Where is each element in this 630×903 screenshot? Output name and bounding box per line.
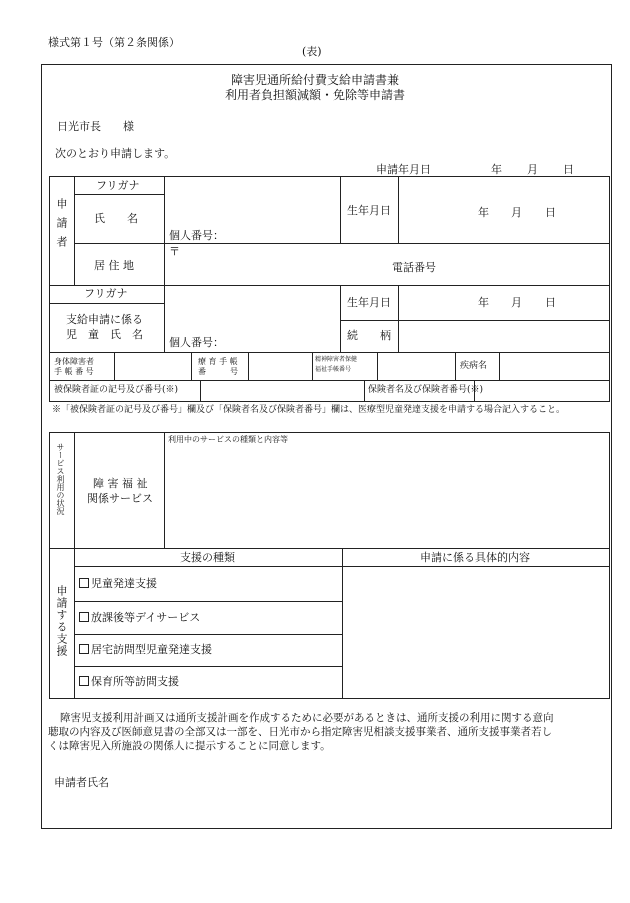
applicant-birth-day: 日 xyxy=(545,206,556,219)
rule xyxy=(74,601,342,602)
applicant-birth-date-label: 生年月日 xyxy=(347,204,391,217)
rule xyxy=(499,352,500,380)
rule xyxy=(49,176,50,402)
child-birth-date-label: 生年月日 xyxy=(347,296,391,309)
ryouiku-handbook-label-line2: 番 号 xyxy=(198,367,238,376)
child-furigana-label: フリガナ xyxy=(84,287,128,300)
rule xyxy=(340,176,341,243)
rule xyxy=(200,380,201,401)
checkbox-icon[interactable] xyxy=(79,578,89,588)
rule xyxy=(49,698,610,699)
rule xyxy=(49,432,610,433)
services-category-line2: 関係サービス xyxy=(87,492,153,505)
title-line1: 障害児通所給付費支給申請書兼 xyxy=(230,73,399,87)
rule xyxy=(312,352,313,380)
rule xyxy=(49,352,610,353)
applicant-furigana-label: フリガナ xyxy=(96,179,140,192)
applicant-name-label: 氏 名 xyxy=(94,212,138,225)
rule xyxy=(49,303,164,304)
applicant-address-label: 居 住 地 xyxy=(94,259,134,272)
mental-handbook-label-line1: 精神障害者保健 xyxy=(315,356,358,363)
support-option-label: 放課後等デイサービス xyxy=(91,611,201,624)
ryouiku-handbook-label-line1: 療 育 手 帳 xyxy=(198,357,238,366)
support-option-2[interactable] xyxy=(79,612,200,623)
applicant-birth-year: 年 xyxy=(478,206,489,219)
side-label: (表) xyxy=(302,45,322,58)
child-birth-month: 月 xyxy=(511,296,522,309)
support-option-label: 居宅訪問型児童発達支援 xyxy=(91,643,212,656)
rule xyxy=(49,432,50,699)
rule xyxy=(340,320,610,321)
support-option-label: 保育所等訪問支援 xyxy=(91,675,179,688)
rule xyxy=(340,285,341,352)
rule xyxy=(49,285,610,286)
rule xyxy=(74,634,342,635)
mental-handbook-label-line2: 福祉手帳番号 xyxy=(315,366,352,373)
rule xyxy=(74,176,75,285)
support-option-3[interactable] xyxy=(79,644,212,655)
support-section-label: 申請する支援 xyxy=(55,585,68,657)
addressee: 日光市長 様 xyxy=(57,120,134,133)
applicant-section-label: 申請者 xyxy=(55,198,68,255)
rule xyxy=(398,285,399,352)
services-category-line1: 障 害 福 祉 xyxy=(93,477,148,490)
application-date-day: 日 xyxy=(563,163,574,176)
rule xyxy=(609,176,610,402)
rule xyxy=(49,176,610,177)
child-personal-number-label: 個人番号： xyxy=(169,336,224,349)
rule xyxy=(364,380,365,401)
disease-label: 疾病名 xyxy=(460,361,488,371)
support-option-label: 児童発達支援 xyxy=(91,577,157,590)
rule xyxy=(609,432,610,699)
rule xyxy=(74,432,75,699)
insurer-label: 保険者名及び保険者番号(※) xyxy=(368,385,484,395)
applicant-personal-number-label: 個人番号： xyxy=(169,229,224,242)
applicant-birth-month: 月 xyxy=(511,206,522,219)
support-option-1[interactable] xyxy=(79,578,157,589)
postal-mark: 〒 xyxy=(169,245,180,258)
services-section-label: サービス利用の状況 xyxy=(56,443,65,515)
form-number: 様式第１号（第２条関係） xyxy=(48,36,180,49)
rule xyxy=(114,352,115,380)
physical-handbook-label-line1: 身体障害者 xyxy=(54,357,94,366)
rule xyxy=(377,352,378,380)
child-birth-day: 日 xyxy=(545,296,556,309)
services-content-label: 利用中のサービスの種類と内容等 xyxy=(168,435,288,444)
signature-label: 申請者氏名 xyxy=(54,776,109,789)
rule xyxy=(74,243,610,244)
rule xyxy=(49,548,610,549)
rule xyxy=(49,401,610,402)
rule xyxy=(248,352,249,380)
child-birth-year: 年 xyxy=(478,296,489,309)
rule xyxy=(191,352,192,380)
child-name-label-line2: 児 童 氏 名 xyxy=(66,328,143,341)
title-line2: 利用者負担額減額・免除等申請書 xyxy=(224,88,405,102)
checkbox-icon[interactable] xyxy=(79,612,89,622)
rule xyxy=(398,176,399,243)
rule xyxy=(164,432,165,548)
support-col-type: 支援の種類 xyxy=(180,551,235,564)
rule xyxy=(74,666,342,667)
physical-handbook-label-line2: 手 帳 番 号 xyxy=(54,367,94,376)
consent-line3: くは障害児入所施設の関係人に提示することに同意します。 xyxy=(48,740,331,752)
rule xyxy=(342,548,343,698)
rule xyxy=(164,176,165,352)
rule xyxy=(74,194,164,195)
insured-number-label: 被保険者証の記号及び番号(※) xyxy=(54,385,179,395)
consent-line2: 聴取の内容及び医師意見書の全部又は一部を、日光市から指定障害児相談支援事業者、通所支援事業者若し xyxy=(48,726,552,738)
support-option-4[interactable] xyxy=(79,676,179,687)
checkbox-icon[interactable] xyxy=(79,676,89,686)
application-date-year: 年 xyxy=(491,163,502,176)
applicant-phone-label: 電話番号 xyxy=(392,261,436,274)
insurance-note: ※「被保険者証の記号及び番号」欄及び「保険者名及び保険者番号」欄は、医療型児童発達支援を申請する場合記入すること。 xyxy=(52,405,566,415)
application-date-label: 申請年月日 xyxy=(376,163,431,176)
checkbox-icon[interactable] xyxy=(79,644,89,654)
rule xyxy=(455,352,456,380)
consent-line1: 障害児支援利用計画又は通所支援計画を作成するために必要があるときは、通所支援の利用に関する意向 xyxy=(60,712,554,724)
child-relation-label: 続 柄 xyxy=(347,329,391,342)
application-date-month: 月 xyxy=(527,163,538,176)
intro-text: 次のとおり申請します。 xyxy=(55,147,176,160)
rule xyxy=(49,380,610,381)
child-name-label-line1: 支給申請に係る xyxy=(66,313,143,326)
support-col-content: 申請に係る具体的内容 xyxy=(420,551,530,564)
